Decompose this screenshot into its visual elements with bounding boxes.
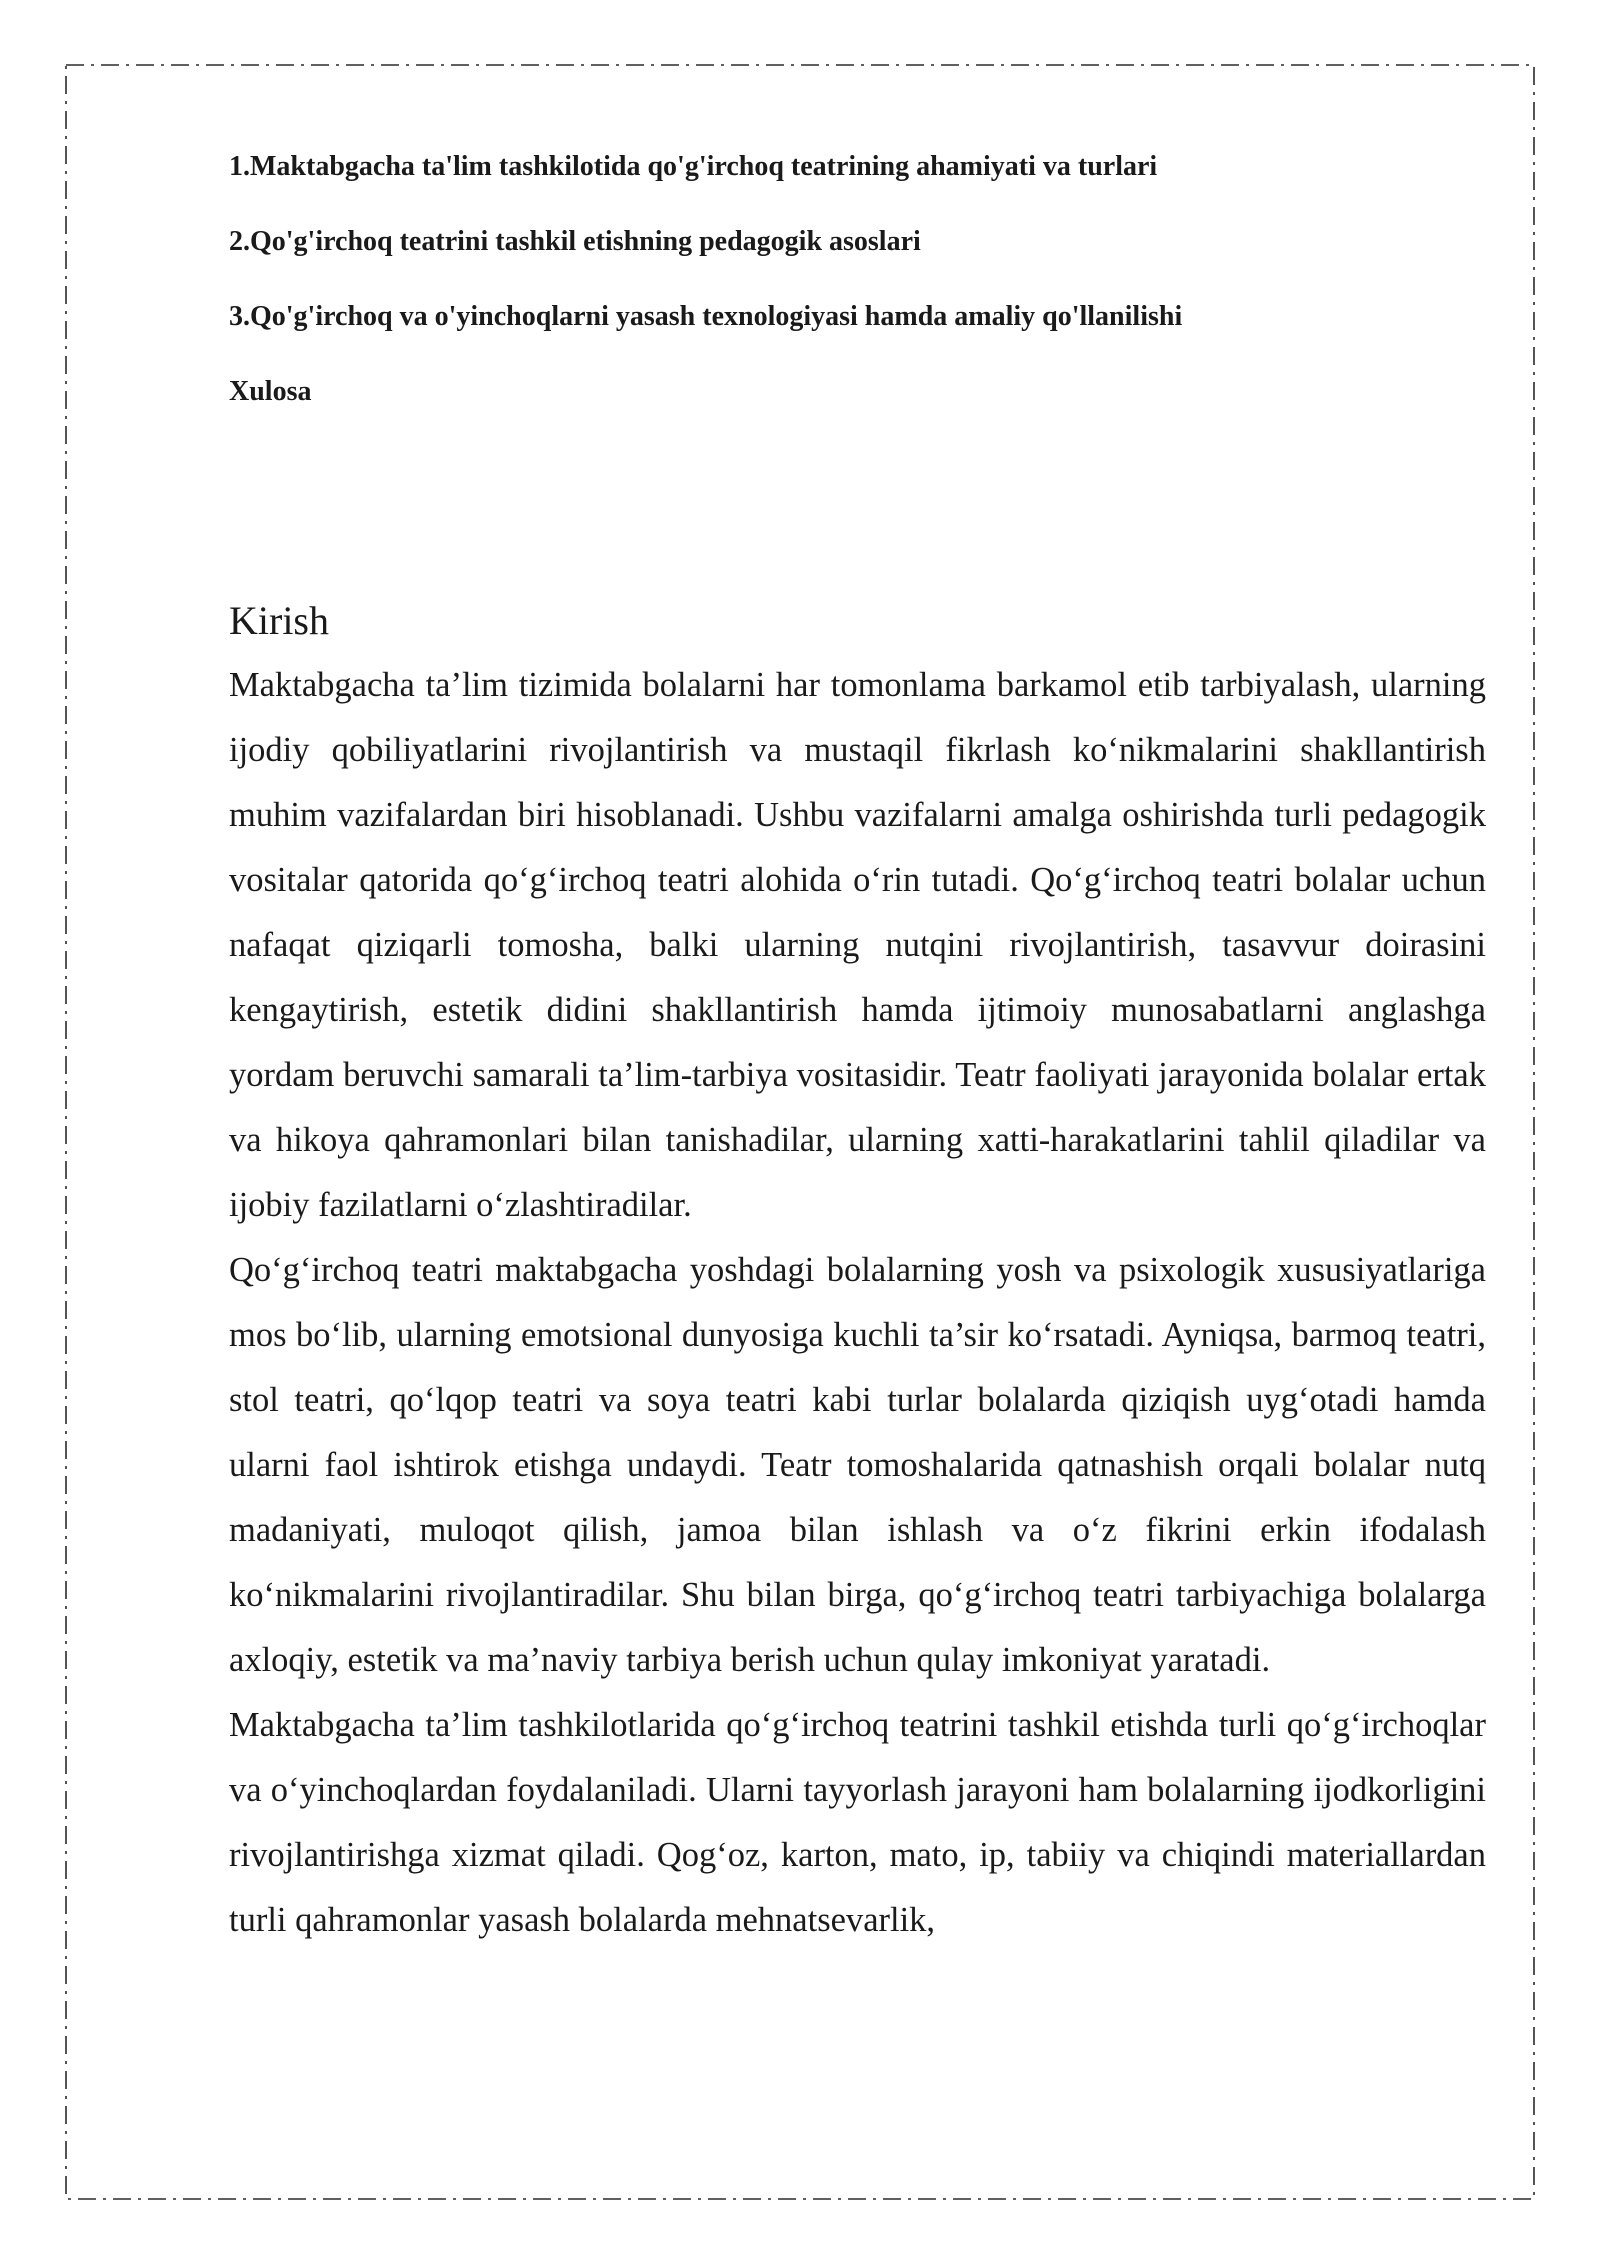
document-content [229,148,1486,1953]
section-title: Kirish [229,598,329,643]
table-of-contents [229,148,1486,411]
paragraph: Maktabgacha ta’lim tashkilotlarida qo‘g‘irchoq teatrini tashkil etishda turli qo‘g‘irchoqlar va o‘yinchoqlardan foydalaniladi. Ularni tayyorlash jarayoni ham bolalarning ijodkorligini rivojlantirishga xizmat qiladi. Qog‘oz, karton, mato, ip, tabiiy va chiqindi materiallardan turli qahramonlar yasash bolalarda mehnatsevarlik, [229,1706,1486,1939]
paragraph: Maktabgacha ta’lim tizimida bolalarni har tomonlama barkamol etib tarbiyalash, ularning ijodiy qobiliyatlarini rivojlantirish va mustaqil fikrlash ko‘nikmalarini shakllantirish muhim vazifalardan biri hisoblanadi. Ushbu vazifalarni amalga oshirishda turli pedagogik vositalar qatorida qo‘g‘irchoq teatri alohida o‘rin tutadi. Qo‘g‘irchoq teatri bolalar uchun nafaqat qiziqarli tomosha, balki ularning nutqini rivojlantirish, tasavvur doirasini kengaytirish, estetik didini shakllantirish hamda ijtimoiy munosabatlarni anglashga yordam beruvchi samarali ta’lim-tarbiya vositasidir. Teatr faoliyati jarayonida bolalar ertak va hikoya qahramonlari bilan tanishadilar, ularning xatti-harakatlarini tahlil qiladilar va ijobiy fazilatlarni o‘zlashtiradilar. [229,666,1486,1224]
toc-item-1: 1.Maktabgacha ta'lim tashkilotida qo'g'irchoq teatrining ahamiyati va turlari [229,151,1158,182]
toc-item-2: 2.Qo'g'irchoq teatrini tashkil etishning pedagogik asoslari [229,226,921,257]
paragraph: Qo‘g‘irchoq teatri maktabgacha yoshdagi bolalarning yosh va psixologik xususiyatlariga mos bo‘lib, ularning emotsional dunyosiga kuchli ta’sir ko‘rsatadi. Ayniqsa, barmoq teatri, stol teatri, qo‘lqop teatri va soya teatri kabi turlar bolalarda qiziqish uyg‘otadi hamda ularni faol ishtirok etishga undaydi. Teatr tomoshalarida qatnashish orqali bolalar nutq madaniyati, muloqot qilish, jamoa bilan ishlash va o‘z fikrini erkin ifodalash ko‘nikmalarini rivojlantiradilar. Shu bilan birga, qo‘g‘irchoq teatri tarbiyachiga bolalarga axloqiy, estetik va ma’naviy tarbiya berish uchun qulay imkoniyat yaratadi. [229,1251,1486,1679]
toc-item-conclusion: Xulosa [229,376,312,407]
toc-item-3: 3.Qo'g'irchoq va o'yinchoqlarni yasash texnologiyasi hamda amaliy qo'llanilishi [229,301,1183,332]
